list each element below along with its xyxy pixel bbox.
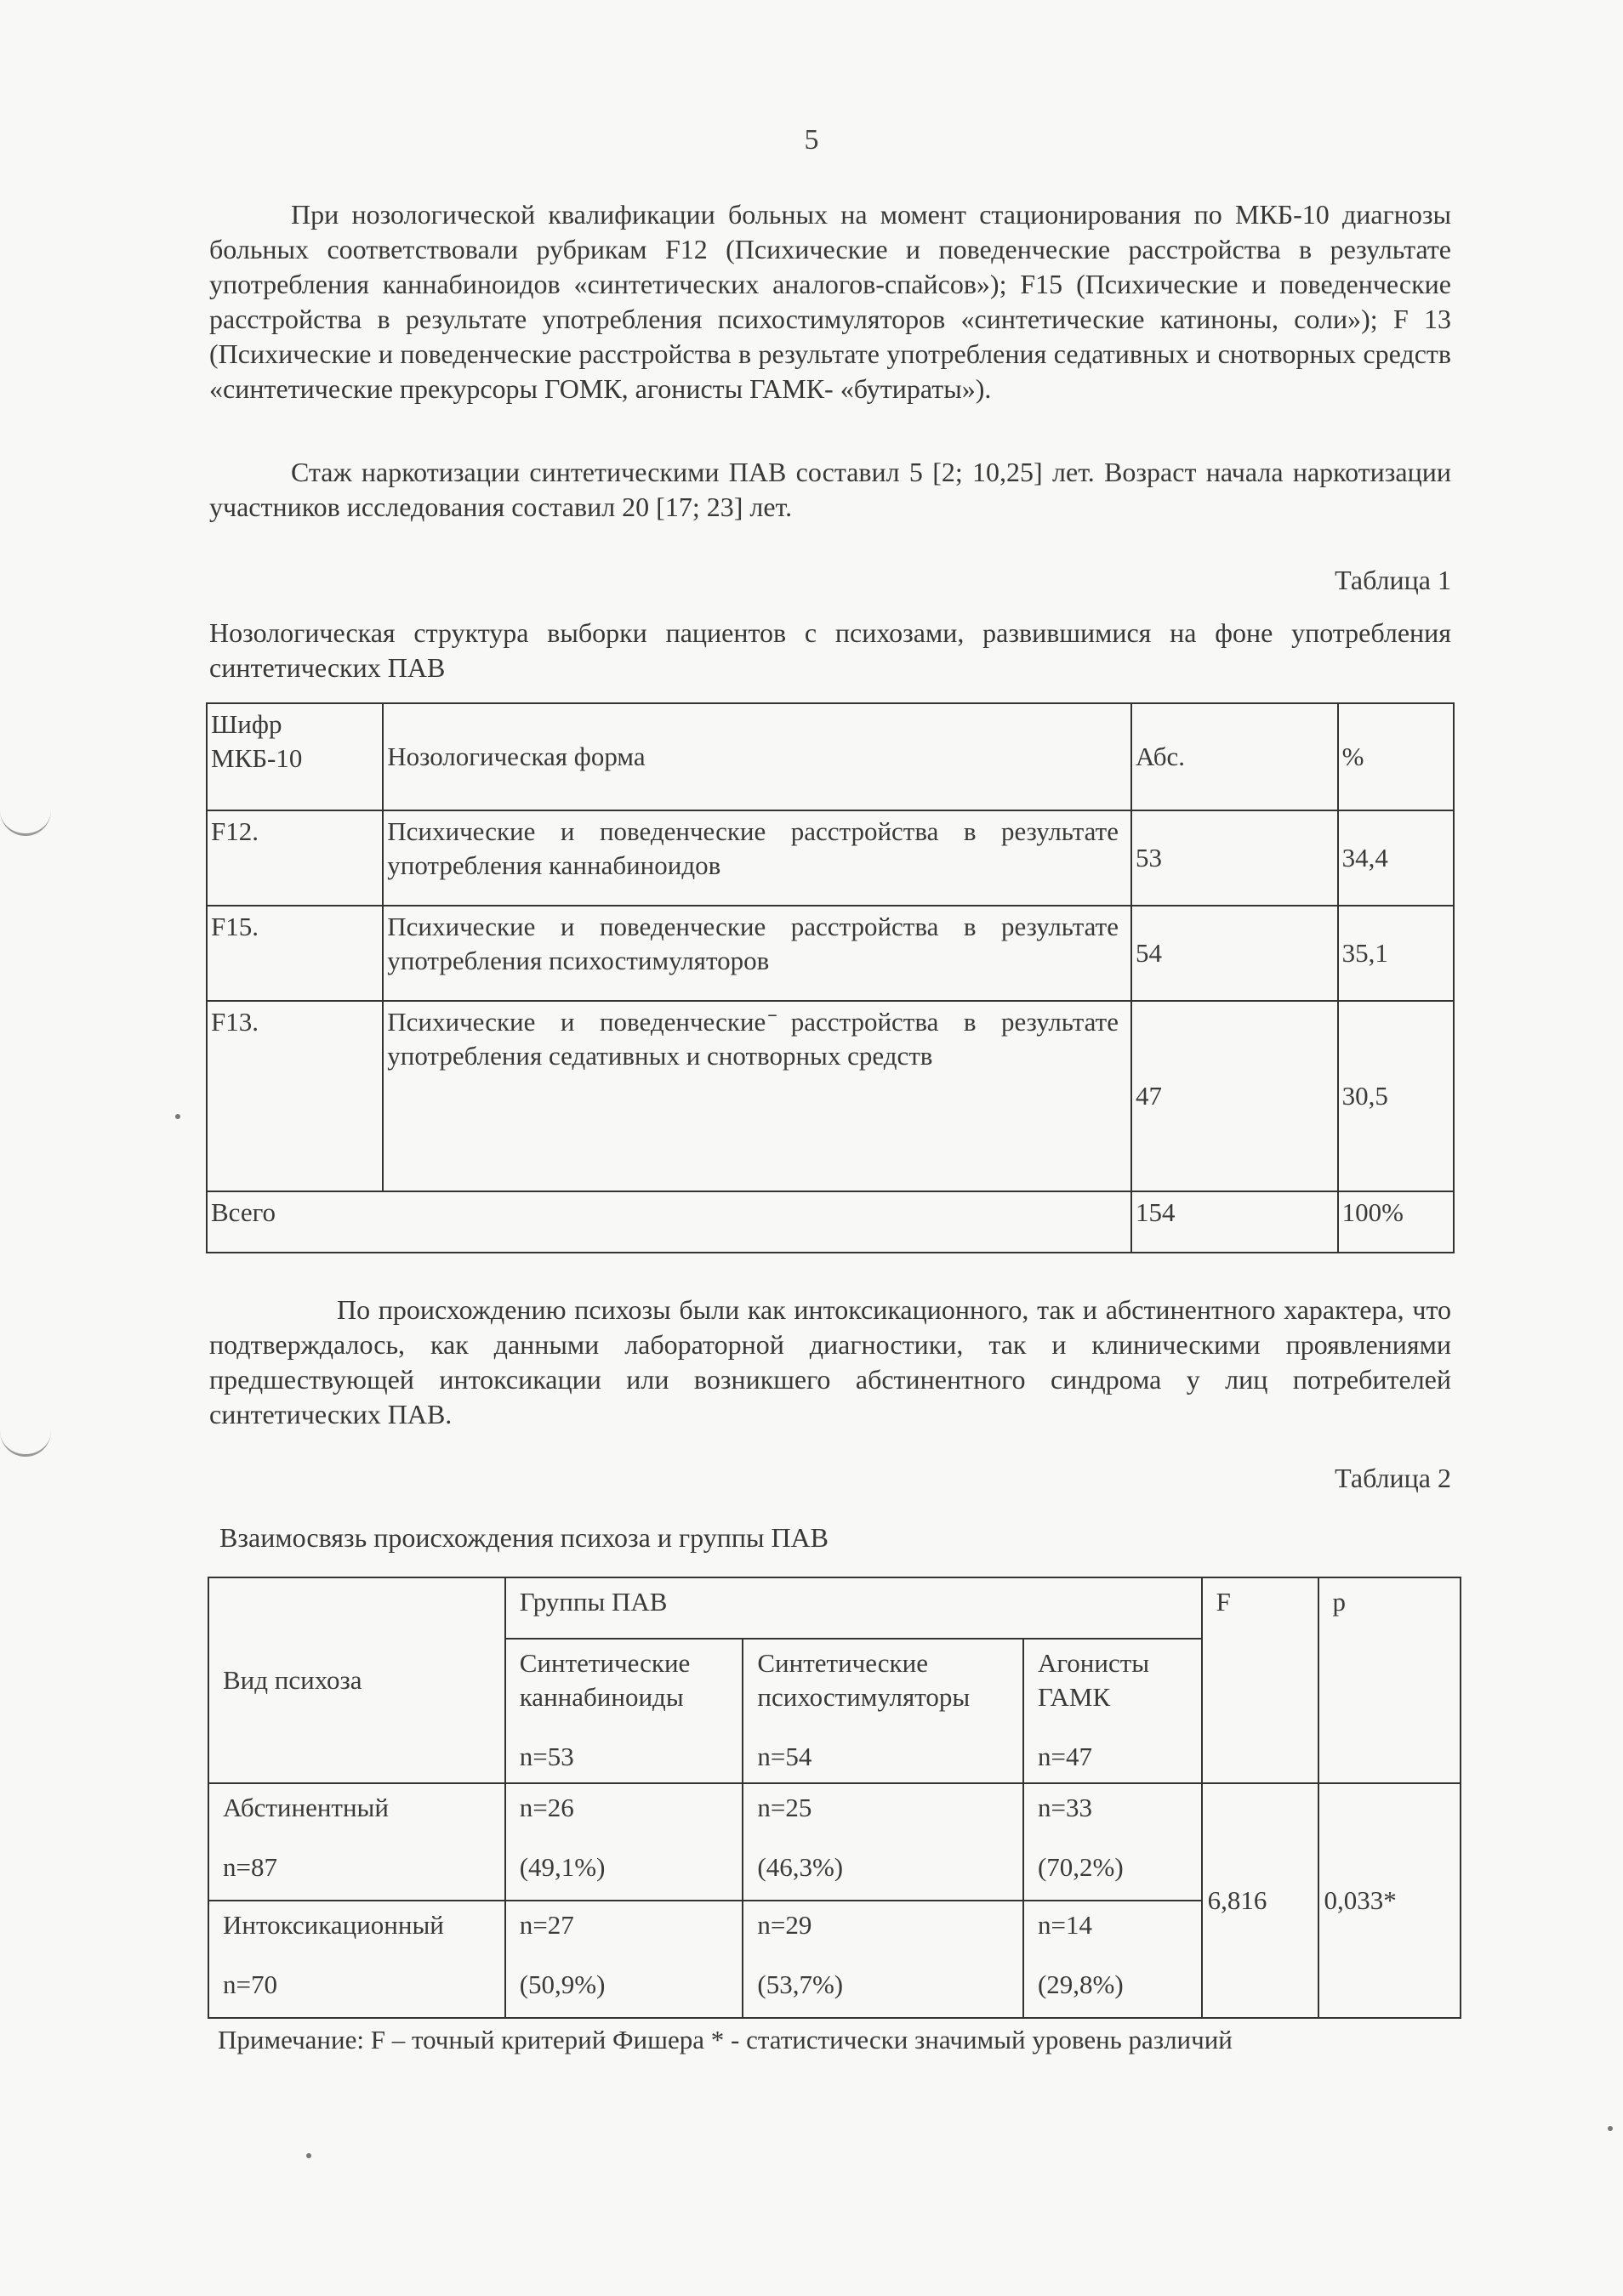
table2-note: Примечание: F – точный критерий Фишера * - статистически значимый уровень различий [218, 2025, 1233, 2054]
paragraph-nosology: При нозологической квалификации больных на момент стационирования по МКБ-10 диагнозы больных соответствовали рубрикам F12 (Психические и поведенческие расстройства в результате употребления каннабиноидов «синтетических аналогов-спайсов»); F15 (Психические и поведенческие расстройства в результате употребления психостимуляторов «синтетические катиноны, соли»); F 13 (Психические и поведенческие расстройства в результате употребления седативных и снотворных средств «синтетические прекурсоры ГОМК, агонисты ГАМК- «бутираты»). [209, 199, 1451, 404]
table2-cell-n: n=14 [1037, 1910, 1092, 1940]
table1-total-row [207, 1191, 1454, 1253]
table-nosological-structure [206, 702, 1455, 1253]
table2-caption: Взаимосвязь происхождения психоза и группы ПАВ [219, 1522, 829, 1553]
table1-pct: 34,4 [1338, 810, 1454, 906]
page-number: 5 [804, 124, 819, 156]
scan-margin-mark [0, 808, 51, 836]
table2-cell-n: n=25 [757, 1793, 812, 1822]
table1-header-form: Нозологическая форма [383, 703, 1131, 810]
table1-form: Психические и поведенческие расстройства в результате употребления каннабиноидов [383, 810, 1131, 906]
scan-speck [175, 1114, 180, 1119]
paragraph-origin: По происхождению психозы были как интоксикационного, так и абстинентного характера, что подтверждалось, как данными лабораторной диагностики, так и клиническими проявлениями предшествующей интоксикации или возникшего абстинентного синдрома у лиц потребителей синтетических ПАВ. [209, 1294, 1451, 1429]
table2-header-row [208, 1577, 1461, 1639]
table2-group-n: n=47 [1037, 1742, 1092, 1771]
table2-group-header [743, 1639, 1023, 1783]
table1-header-abs: Абс. [1131, 703, 1338, 810]
table1-form: Психические и поведенческие ̄расстройства в результате употребления седативных и снотворных средств [383, 1001, 1131, 1191]
table2-group-name: Синтетические психостимуляторы [757, 1648, 971, 1712]
table2-header-type: Вид психоза [208, 1577, 505, 1783]
table2-cell [1023, 1901, 1202, 2018]
table2-cell-pct: (46,3%) [757, 1852, 844, 1882]
paragraph-duration: Стаж наркотизации синтетическими ПАВ составил 5 [2; 10,25] лет. Возраст начала наркотизации участников исследования составил 20 [17; 23] лет. [209, 457, 1451, 522]
table1-total-abs: 154 [1131, 1191, 1338, 1253]
table1-form: Психические и поведенческие расстройства в результате употребления психостимуляторов [383, 906, 1131, 1001]
table1-header-code: Шифр МКБ-10 [207, 703, 383, 810]
table2-header-p: p [1318, 1577, 1461, 1783]
table1-abs: 53 [1131, 810, 1338, 906]
table2-group-header [505, 1639, 743, 1783]
table2-cell-n: n=29 [757, 1910, 812, 1940]
table2-header-groups: Группы ПАВ [505, 1577, 1202, 1639]
table2-cell-pct: (29,8%) [1037, 1969, 1124, 1999]
table2-label: Таблица 2 [1335, 1463, 1451, 1493]
table2-p-value: 0,033* [1318, 1783, 1461, 2018]
table1-pct: 30,5 [1338, 1001, 1454, 1191]
table2-cell [505, 1901, 743, 2018]
table2-group-n: n=53 [519, 1742, 574, 1771]
table2-cell [1023, 1783, 1202, 1901]
table-row [208, 1783, 1461, 1901]
table-row [207, 810, 1454, 906]
table1-abs: 47 [1131, 1001, 1338, 1191]
table1-code: F12. [207, 810, 383, 906]
table2-type-cell [208, 1901, 505, 2018]
table2-type-n: n=70 [223, 1969, 277, 1999]
table2-cell-n: n=26 [519, 1793, 574, 1822]
table2-f-value: 6,816 [1202, 1783, 1318, 2018]
table1-abs: 54 [1131, 906, 1338, 1001]
table2-group-name: Синтетические каннабиноиды [519, 1648, 691, 1712]
scan-speck [1608, 2126, 1613, 2131]
table2-group-name: Агонисты ГАМК [1037, 1648, 1150, 1712]
table2-cell-pct: (53,7%) [757, 1969, 844, 1999]
table2-cell-n: n=33 [1037, 1793, 1092, 1822]
table-row [207, 1001, 1454, 1191]
table2-type-cell [208, 1783, 505, 1901]
table2-header-f: F [1202, 1577, 1318, 1783]
table2-cell-pct: (50,9%) [519, 1969, 606, 1999]
table2-type-name: Абстинентный [223, 1793, 389, 1822]
table1-label: Таблица 1 [1335, 565, 1451, 595]
table2-cell [743, 1783, 1023, 1901]
table-psychosis-origin [208, 1577, 1461, 2019]
table1-caption: Нозологическая структура выборки пациентов с психозами, развившимися на фоне употребления синтетических ПАВ [209, 617, 1451, 683]
scan-speck [306, 2153, 311, 2158]
table2-type-n: n=87 [223, 1852, 277, 1882]
table1-total-label: Всего [207, 1191, 1131, 1253]
table1-code: F13. [207, 1001, 383, 1191]
table2-cell [505, 1783, 743, 1901]
table2-cell-pct: (49,1%) [519, 1852, 606, 1882]
table1-code: F15. [207, 906, 383, 1001]
table1-pct: 35,1 [1338, 906, 1454, 1001]
table1-header-pct: % [1338, 703, 1454, 810]
table2-group-n: n=54 [757, 1742, 812, 1771]
table2-cell-pct: (70,2%) [1037, 1852, 1124, 1882]
table1-total-pct: 100% [1338, 1191, 1454, 1253]
table2-cell [743, 1901, 1023, 2018]
scan-margin-mark [0, 1429, 51, 1457]
table2-group-header [1023, 1639, 1202, 1783]
table2-type-name: Интоксикационный [223, 1910, 444, 1940]
table2-cell-n: n=27 [519, 1910, 574, 1940]
table1-header-row [207, 703, 1454, 810]
table-row [207, 906, 1454, 1001]
